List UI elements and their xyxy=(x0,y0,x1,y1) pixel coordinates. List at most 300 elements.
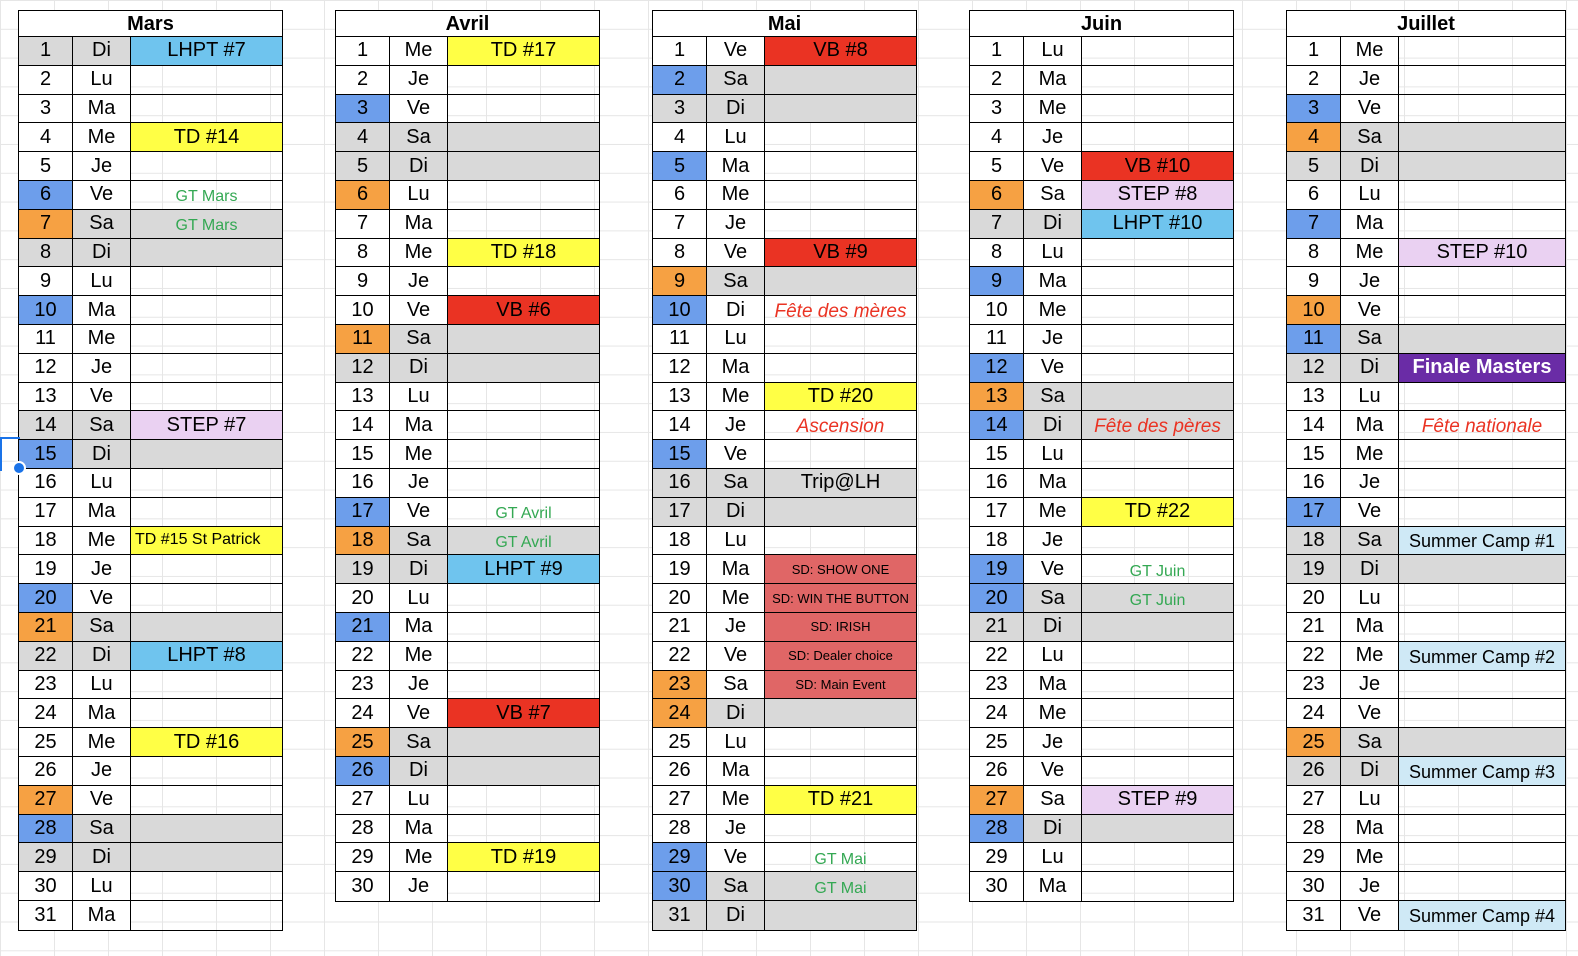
day-number-cell[interactable]: 16 xyxy=(970,469,1024,497)
day-number-cell[interactable]: 28 xyxy=(19,815,73,843)
day-number-cell[interactable]: 18 xyxy=(970,527,1024,555)
day-number-cell[interactable]: 21 xyxy=(336,613,390,641)
event-cell[interactable]: SD: Dealer choice xyxy=(765,642,916,670)
day-number-cell[interactable]: 30 xyxy=(336,872,390,901)
empty-event-cell[interactable] xyxy=(1399,843,1565,871)
weekday-cell[interactable]: Lu xyxy=(1024,37,1082,65)
empty-event-cell[interactable] xyxy=(1082,815,1233,843)
weekday-cell[interactable]: Ve xyxy=(1024,354,1082,382)
day-number-cell[interactable]: 13 xyxy=(1287,383,1341,411)
day-number-cell[interactable]: 12 xyxy=(19,354,73,382)
day-number-cell[interactable]: 12 xyxy=(336,354,390,382)
day-number-cell[interactable]: 15 xyxy=(19,440,73,468)
event-cell[interactable]: GT Mai xyxy=(814,850,867,868)
event-cell[interactable]: VB #6 xyxy=(448,296,599,324)
day-number-cell[interactable]: 4 xyxy=(336,123,390,151)
day-number-cell[interactable]: 22 xyxy=(336,642,390,670)
weekday-cell[interactable]: Me xyxy=(390,843,448,871)
weekday-cell[interactable]: Ve xyxy=(390,95,448,123)
day-number-cell[interactable]: 21 xyxy=(970,613,1024,641)
day-number-cell[interactable]: 16 xyxy=(19,469,73,497)
weekday-cell[interactable]: Di xyxy=(1341,152,1399,180)
day-number-cell[interactable]: 30 xyxy=(1287,872,1341,900)
empty-event-cell[interactable] xyxy=(131,325,282,353)
weekday-cell[interactable]: Ve xyxy=(707,37,765,65)
weekday-cell[interactable]: Sa xyxy=(1341,325,1399,353)
empty-event-cell[interactable] xyxy=(131,901,282,930)
weekday-cell[interactable]: Je xyxy=(73,152,131,180)
weekday-cell[interactable]: Sa xyxy=(73,210,131,238)
event-cell[interactable]: GT Avril xyxy=(448,527,599,555)
weekday-cell[interactable]: Ve xyxy=(1341,901,1399,930)
day-number-cell[interactable]: 28 xyxy=(1287,815,1341,843)
event-cell[interactable]: Trip@LH xyxy=(765,469,916,497)
weekday-cell[interactable]: Je xyxy=(73,555,131,583)
empty-event-cell[interactable] xyxy=(1082,383,1233,411)
weekday-cell[interactable]: Ma xyxy=(1024,469,1082,497)
weekday-cell[interactable]: Ma xyxy=(73,498,131,526)
day-number-cell[interactable]: 15 xyxy=(1287,440,1341,468)
day-number-cell[interactable]: 26 xyxy=(653,757,707,785)
empty-event-cell[interactable] xyxy=(1399,786,1565,814)
month-header[interactable]: Juin xyxy=(969,10,1234,37)
day-number-cell[interactable]: 27 xyxy=(336,786,390,814)
weekday-cell[interactable]: Ma xyxy=(1341,411,1399,439)
empty-event-cell[interactable] xyxy=(448,671,599,699)
weekday-cell[interactable]: Je xyxy=(1024,325,1082,353)
day-number-cell[interactable]: 29 xyxy=(19,843,73,871)
event-cell[interactable]: STEP #9 xyxy=(1082,786,1233,814)
day-number-cell[interactable]: 22 xyxy=(970,642,1024,670)
day-number-cell[interactable]: 11 xyxy=(19,325,73,353)
day-number-cell[interactable]: 12 xyxy=(1287,354,1341,382)
empty-event-cell[interactable] xyxy=(131,440,282,468)
day-number-cell[interactable]: 18 xyxy=(653,527,707,555)
empty-event-cell[interactable] xyxy=(131,267,282,295)
weekday-cell[interactable]: Ma xyxy=(73,95,131,123)
empty-event-cell[interactable] xyxy=(131,613,282,641)
day-number-cell[interactable]: 14 xyxy=(653,411,707,439)
day-number-cell[interactable]: 19 xyxy=(19,555,73,583)
weekday-cell[interactable]: Je xyxy=(390,671,448,699)
day-number-cell[interactable]: 31 xyxy=(19,901,73,930)
day-number-cell[interactable]: 29 xyxy=(336,843,390,871)
weekday-cell[interactable]: Lu xyxy=(73,872,131,900)
empty-event-cell[interactable] xyxy=(765,354,916,382)
day-number-cell[interactable]: 10 xyxy=(19,296,73,324)
empty-event-cell[interactable] xyxy=(765,757,916,785)
weekday-cell[interactable]: Ve xyxy=(1341,95,1399,123)
day-number-cell[interactable]: 19 xyxy=(653,555,707,583)
weekday-cell[interactable]: Sa xyxy=(707,469,765,497)
empty-event-cell[interactable] xyxy=(1082,469,1233,497)
empty-event-cell[interactable] xyxy=(1399,728,1565,756)
weekday-cell[interactable]: Ve xyxy=(73,584,131,612)
day-number-cell[interactable]: 7 xyxy=(336,210,390,238)
empty-event-cell[interactable] xyxy=(131,843,282,871)
weekday-cell[interactable]: Je xyxy=(73,757,131,785)
weekday-cell[interactable]: Ve xyxy=(73,383,131,411)
weekday-cell[interactable]: Sa xyxy=(73,815,131,843)
empty-event-cell[interactable] xyxy=(448,354,599,382)
empty-event-cell[interactable] xyxy=(765,66,916,94)
weekday-cell[interactable]: Sa xyxy=(1341,527,1399,555)
day-number-cell[interactable]: 25 xyxy=(19,728,73,756)
weekday-cell[interactable]: Ve xyxy=(73,786,131,814)
day-number-cell[interactable]: 8 xyxy=(653,239,707,267)
day-number-cell[interactable]: 1 xyxy=(336,37,390,65)
day-number-cell[interactable]: 1 xyxy=(653,37,707,65)
empty-event-cell[interactable] xyxy=(1399,95,1565,123)
weekday-cell[interactable]: Me xyxy=(1341,843,1399,871)
day-number-cell[interactable]: 25 xyxy=(1287,728,1341,756)
month-header[interactable]: Juillet xyxy=(1286,10,1566,37)
weekday-cell[interactable]: Di xyxy=(390,555,448,583)
weekday-cell[interactable]: Je xyxy=(390,872,448,901)
weekday-cell[interactable]: Lu xyxy=(390,383,448,411)
empty-event-cell[interactable] xyxy=(1082,872,1233,901)
empty-event-cell[interactable] xyxy=(1082,267,1233,295)
weekday-cell[interactable]: Me xyxy=(707,584,765,612)
event-cell[interactable]: GT Juin xyxy=(1129,562,1186,580)
day-number-cell[interactable]: 4 xyxy=(1287,123,1341,151)
weekday-cell[interactable]: Sa xyxy=(73,613,131,641)
event-cell[interactable]: SD: Main Event xyxy=(765,671,916,699)
event-cell[interactable]: Ascension xyxy=(796,416,885,438)
weekday-cell[interactable]: Ve xyxy=(1024,757,1082,785)
weekday-cell[interactable]: Je xyxy=(390,66,448,94)
empty-event-cell[interactable] xyxy=(448,642,599,670)
weekday-cell[interactable]: Ma xyxy=(1341,210,1399,238)
empty-event-cell[interactable] xyxy=(1082,843,1233,871)
empty-event-cell[interactable] xyxy=(1082,296,1233,324)
weekday-cell[interactable]: Ve xyxy=(707,239,765,267)
weekday-cell[interactable]: Ma xyxy=(1341,815,1399,843)
weekday-cell[interactable]: Di xyxy=(73,37,131,65)
empty-event-cell[interactable] xyxy=(448,66,599,94)
weekday-cell[interactable]: Me xyxy=(73,123,131,151)
empty-event-cell[interactable] xyxy=(1399,37,1565,65)
day-number-cell[interactable]: 4 xyxy=(653,123,707,151)
day-number-cell[interactable]: 1 xyxy=(970,37,1024,65)
weekday-cell[interactable]: Je xyxy=(1341,66,1399,94)
empty-event-cell[interactable] xyxy=(131,354,282,382)
weekday-cell[interactable]: Ma xyxy=(1024,671,1082,699)
day-number-cell[interactable]: 30 xyxy=(970,872,1024,901)
empty-event-cell[interactable] xyxy=(448,786,599,814)
weekday-cell[interactable]: Lu xyxy=(1024,843,1082,871)
empty-event-cell[interactable] xyxy=(1082,66,1233,94)
empty-event-cell[interactable] xyxy=(131,469,282,497)
day-number-cell[interactable]: 1 xyxy=(19,37,73,65)
day-number-cell[interactable]: 29 xyxy=(1287,843,1341,871)
day-number-cell[interactable]: 26 xyxy=(1287,757,1341,785)
empty-event-cell[interactable] xyxy=(1082,325,1233,353)
weekday-cell[interactable]: Sa xyxy=(390,123,448,151)
empty-event-cell[interactable] xyxy=(765,728,916,756)
empty-event-cell[interactable] xyxy=(131,872,282,900)
empty-event-cell[interactable] xyxy=(765,815,916,843)
weekday-cell[interactable]: Ve xyxy=(390,699,448,727)
day-number-cell[interactable]: 20 xyxy=(653,584,707,612)
day-number-cell[interactable]: 25 xyxy=(336,728,390,756)
day-number-cell[interactable]: 9 xyxy=(336,267,390,295)
weekday-cell[interactable]: Me xyxy=(707,786,765,814)
empty-event-cell[interactable] xyxy=(448,584,599,612)
weekday-cell[interactable]: Di xyxy=(1341,555,1399,583)
empty-event-cell[interactable] xyxy=(448,95,599,123)
day-number-cell[interactable]: 10 xyxy=(336,296,390,324)
empty-event-cell[interactable] xyxy=(1082,239,1233,267)
empty-event-cell[interactable] xyxy=(765,210,916,238)
day-number-cell[interactable]: 27 xyxy=(1287,786,1341,814)
day-number-cell[interactable]: 13 xyxy=(19,383,73,411)
day-number-cell[interactable]: 2 xyxy=(19,66,73,94)
day-number-cell[interactable]: 4 xyxy=(970,123,1024,151)
day-number-cell[interactable]: 29 xyxy=(653,843,707,871)
weekday-cell[interactable]: Di xyxy=(707,699,765,727)
day-number-cell[interactable]: 19 xyxy=(970,555,1024,583)
weekday-cell[interactable]: Ma xyxy=(707,354,765,382)
empty-event-cell[interactable] xyxy=(1399,555,1565,583)
empty-event-cell[interactable] xyxy=(1082,671,1233,699)
weekday-cell[interactable]: Di xyxy=(73,843,131,871)
weekday-cell[interactable]: Je xyxy=(73,354,131,382)
weekday-cell[interactable]: Ma xyxy=(390,613,448,641)
weekday-cell[interactable]: Sa xyxy=(707,872,765,900)
empty-event-cell[interactable] xyxy=(765,325,916,353)
weekday-cell[interactable]: Ve xyxy=(1341,498,1399,526)
empty-event-cell[interactable] xyxy=(131,786,282,814)
weekday-cell[interactable]: Sa xyxy=(390,728,448,756)
empty-event-cell[interactable] xyxy=(131,66,282,94)
day-number-cell[interactable]: 14 xyxy=(1287,411,1341,439)
weekday-cell[interactable]: Me xyxy=(390,37,448,65)
day-number-cell[interactable]: 18 xyxy=(1287,527,1341,555)
day-number-cell[interactable]: 24 xyxy=(336,699,390,727)
day-number-cell[interactable]: 16 xyxy=(336,469,390,497)
weekday-cell[interactable]: Lu xyxy=(73,671,131,699)
day-number-cell[interactable]: 13 xyxy=(970,383,1024,411)
day-number-cell[interactable]: 21 xyxy=(653,613,707,641)
weekday-cell[interactable]: Di xyxy=(1024,613,1082,641)
empty-event-cell[interactable] xyxy=(131,152,282,180)
day-number-cell[interactable]: 3 xyxy=(653,95,707,123)
empty-event-cell[interactable] xyxy=(765,152,916,180)
event-cell[interactable]: GT Mars xyxy=(175,188,238,206)
weekday-cell[interactable]: Di xyxy=(707,296,765,324)
weekday-cell[interactable]: Me xyxy=(1341,37,1399,65)
day-number-cell[interactable]: 17 xyxy=(19,498,73,526)
event-cell[interactable]: SD: WIN THE BUTTON xyxy=(765,584,916,612)
weekday-cell[interactable]: Ve xyxy=(390,296,448,324)
empty-event-cell[interactable] xyxy=(765,123,916,151)
day-number-cell[interactable]: 9 xyxy=(970,267,1024,295)
day-number-cell[interactable]: 5 xyxy=(970,152,1024,180)
day-number-cell[interactable]: 29 xyxy=(970,843,1024,871)
empty-event-cell[interactable] xyxy=(448,152,599,180)
day-number-cell[interactable]: 11 xyxy=(970,325,1024,353)
weekday-cell[interactable]: Ma xyxy=(390,411,448,439)
empty-event-cell[interactable] xyxy=(1399,152,1565,180)
weekday-cell[interactable]: Je xyxy=(1341,469,1399,497)
day-number-cell[interactable]: 24 xyxy=(19,699,73,727)
event-cell[interactable]: LHPT #9 xyxy=(448,555,599,583)
event-cell[interactable]: VB #8 xyxy=(765,37,916,65)
day-number-cell[interactable]: 19 xyxy=(336,555,390,583)
event-cell[interactable]: TD #17 xyxy=(448,37,599,65)
empty-event-cell[interactable] xyxy=(1399,671,1565,699)
day-number-cell[interactable]: 7 xyxy=(653,210,707,238)
selection-fill-handle[interactable] xyxy=(12,461,26,475)
event-cell[interactable]: TD #16 xyxy=(131,728,282,756)
day-number-cell[interactable]: 6 xyxy=(336,181,390,209)
empty-event-cell[interactable] xyxy=(1399,181,1565,209)
empty-event-cell[interactable] xyxy=(448,267,599,295)
empty-event-cell[interactable] xyxy=(448,872,599,901)
weekday-cell[interactable]: Ve xyxy=(707,642,765,670)
day-number-cell[interactable]: 13 xyxy=(336,383,390,411)
event-cell[interactable]: LHPT #10 xyxy=(1082,210,1233,238)
weekday-cell[interactable]: Di xyxy=(73,440,131,468)
weekday-cell[interactable]: Di xyxy=(73,642,131,670)
weekday-cell[interactable]: Me xyxy=(1024,498,1082,526)
empty-event-cell[interactable] xyxy=(1082,123,1233,151)
empty-event-cell[interactable] xyxy=(131,757,282,785)
day-number-cell[interactable]: 20 xyxy=(19,584,73,612)
weekday-cell[interactable]: Sa xyxy=(1024,181,1082,209)
day-number-cell[interactable]: 8 xyxy=(1287,239,1341,267)
empty-event-cell[interactable] xyxy=(1082,37,1233,65)
weekday-cell[interactable]: Lu xyxy=(390,584,448,612)
day-number-cell[interactable]: 11 xyxy=(336,325,390,353)
weekday-cell[interactable]: Ma xyxy=(73,699,131,727)
weekday-cell[interactable]: Je xyxy=(390,267,448,295)
day-number-cell[interactable]: 8 xyxy=(19,239,73,267)
empty-event-cell[interactable] xyxy=(1399,699,1565,727)
event-cell[interactable]: GT Mai xyxy=(765,872,916,900)
day-number-cell[interactable]: 22 xyxy=(19,642,73,670)
weekday-cell[interactable]: Sa xyxy=(390,527,448,555)
weekday-cell[interactable]: Sa xyxy=(707,671,765,699)
weekday-cell[interactable]: Ma xyxy=(1024,872,1082,901)
event-cell[interactable]: Fête des mères xyxy=(774,301,907,323)
empty-event-cell[interactable] xyxy=(1399,498,1565,526)
empty-event-cell[interactable] xyxy=(765,95,916,123)
day-number-cell[interactable]: 28 xyxy=(336,815,390,843)
event-cell[interactable]: LHPT #8 xyxy=(131,642,282,670)
day-number-cell[interactable]: 7 xyxy=(970,210,1024,238)
weekday-cell[interactable]: Lu xyxy=(707,527,765,555)
weekday-cell[interactable]: Ve xyxy=(1024,152,1082,180)
weekday-cell[interactable]: Di xyxy=(1024,210,1082,238)
weekday-cell[interactable]: Ma xyxy=(707,555,765,583)
empty-event-cell[interactable] xyxy=(1082,440,1233,468)
event-cell[interactable]: Summer Camp #3 xyxy=(1399,757,1565,785)
day-number-cell[interactable]: 5 xyxy=(653,152,707,180)
day-number-cell[interactable]: 24 xyxy=(1287,699,1341,727)
day-number-cell[interactable]: 21 xyxy=(1287,613,1341,641)
day-number-cell[interactable]: 30 xyxy=(19,872,73,900)
weekday-cell[interactable]: Lu xyxy=(390,181,448,209)
weekday-cell[interactable]: Me xyxy=(1341,440,1399,468)
empty-event-cell[interactable] xyxy=(1399,210,1565,238)
day-number-cell[interactable]: 27 xyxy=(19,786,73,814)
day-number-cell[interactable]: 17 xyxy=(1287,498,1341,526)
weekday-cell[interactable]: Lu xyxy=(1024,642,1082,670)
day-number-cell[interactable]: 3 xyxy=(336,95,390,123)
day-number-cell[interactable]: 14 xyxy=(19,411,73,439)
day-number-cell[interactable]: 23 xyxy=(19,671,73,699)
weekday-cell[interactable]: Me xyxy=(1024,699,1082,727)
month-header[interactable]: Mars xyxy=(18,10,283,37)
weekday-cell[interactable]: Sa xyxy=(1341,728,1399,756)
day-number-cell[interactable]: 11 xyxy=(1287,325,1341,353)
weekday-cell[interactable]: Di xyxy=(390,152,448,180)
weekday-cell[interactable]: Sa xyxy=(73,411,131,439)
event-cell[interactable]: Fête des pères xyxy=(1082,411,1233,439)
event-cell[interactable]: TD #22 xyxy=(1082,498,1233,526)
day-number-cell[interactable]: 9 xyxy=(19,267,73,295)
event-cell[interactable]: Summer Camp #1 xyxy=(1399,527,1565,555)
day-number-cell[interactable]: 19 xyxy=(1287,555,1341,583)
empty-event-cell[interactable] xyxy=(131,815,282,843)
empty-event-cell[interactable] xyxy=(131,699,282,727)
day-number-cell[interactable]: 24 xyxy=(970,699,1024,727)
day-number-cell[interactable]: 6 xyxy=(653,181,707,209)
weekday-cell[interactable]: Me xyxy=(390,642,448,670)
weekday-cell[interactable]: Ve xyxy=(390,498,448,526)
month-header[interactable]: Avril xyxy=(335,10,600,37)
day-number-cell[interactable]: 26 xyxy=(19,757,73,785)
day-number-cell[interactable]: 1 xyxy=(1287,37,1341,65)
empty-event-cell[interactable] xyxy=(131,383,282,411)
weekday-cell[interactable]: Ma xyxy=(390,210,448,238)
weekday-cell[interactable]: Sa xyxy=(1341,123,1399,151)
weekday-cell[interactable]: Je xyxy=(1024,527,1082,555)
empty-event-cell[interactable] xyxy=(1082,728,1233,756)
day-number-cell[interactable]: 17 xyxy=(336,498,390,526)
empty-event-cell[interactable] xyxy=(448,815,599,843)
day-number-cell[interactable]: 28 xyxy=(970,815,1024,843)
weekday-cell[interactable]: Je xyxy=(1341,671,1399,699)
empty-event-cell[interactable] xyxy=(448,757,599,785)
weekday-cell[interactable]: Di xyxy=(1341,757,1399,785)
day-number-cell[interactable]: 5 xyxy=(1287,152,1341,180)
empty-event-cell[interactable] xyxy=(131,555,282,583)
weekday-cell[interactable]: Di xyxy=(73,239,131,267)
weekday-cell[interactable]: Je xyxy=(1024,123,1082,151)
weekday-cell[interactable]: Je xyxy=(1341,267,1399,295)
weekday-cell[interactable]: Je xyxy=(707,411,765,439)
weekday-cell[interactable]: Ve xyxy=(1341,699,1399,727)
day-number-cell[interactable]: 14 xyxy=(970,411,1024,439)
weekday-cell[interactable]: Di xyxy=(390,354,448,382)
day-number-cell[interactable]: 28 xyxy=(653,815,707,843)
day-number-cell[interactable]: 2 xyxy=(1287,66,1341,94)
event-cell[interactable]: GT Juin xyxy=(1082,584,1233,612)
empty-event-cell[interactable] xyxy=(1082,613,1233,641)
day-number-cell[interactable]: 20 xyxy=(970,584,1024,612)
empty-event-cell[interactable] xyxy=(448,440,599,468)
weekday-cell[interactable]: Ma xyxy=(73,901,131,930)
empty-event-cell[interactable] xyxy=(131,239,282,267)
day-number-cell[interactable]: 16 xyxy=(653,469,707,497)
day-number-cell[interactable]: 7 xyxy=(19,210,73,238)
weekday-cell[interactable]: Lu xyxy=(707,325,765,353)
weekday-cell[interactable]: Sa xyxy=(707,267,765,295)
empty-event-cell[interactable] xyxy=(448,325,599,353)
